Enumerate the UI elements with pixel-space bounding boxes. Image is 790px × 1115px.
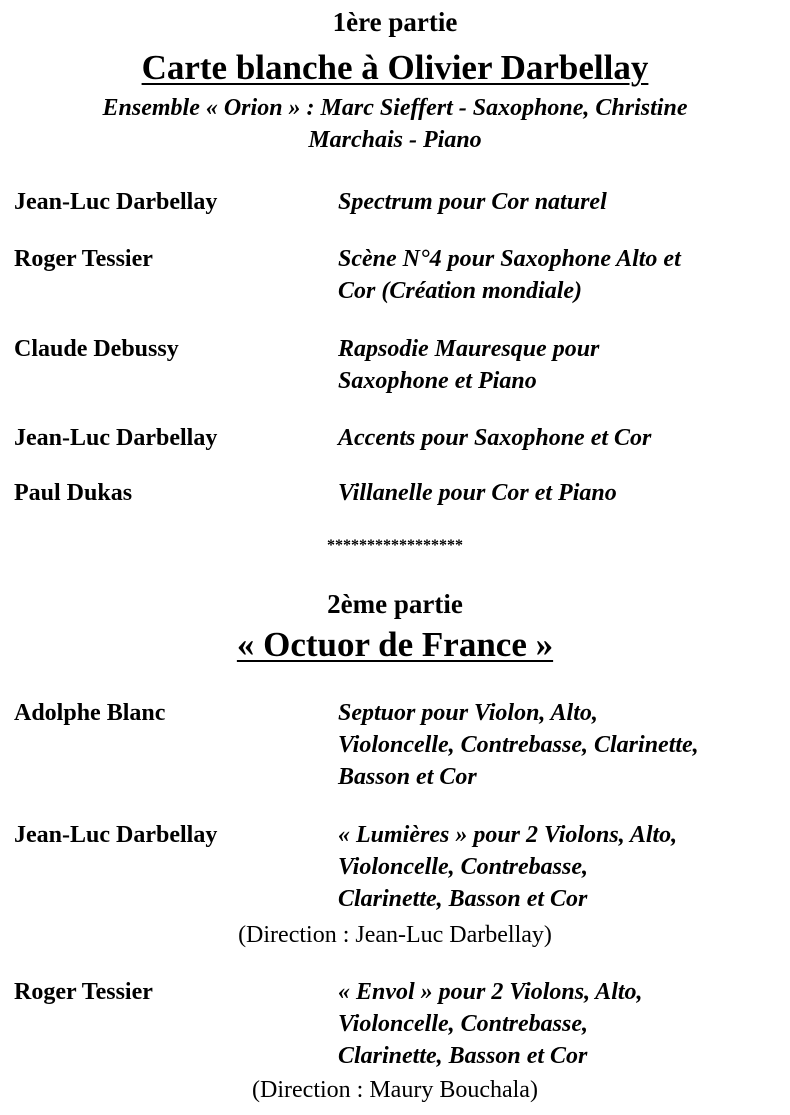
part2-label: 2ème partie (327, 589, 463, 619)
work-title-line: Clarinette, Basson et Cor (338, 886, 588, 912)
work-title-line: Rapsodie Mauresque pour (338, 336, 600, 362)
composer-name: Roger Tessier (14, 979, 153, 1005)
work-title: Accents pour Saxophone et Cor (338, 425, 652, 451)
direction-note: (Direction : Jean-Luc Darbellay) (238, 922, 552, 948)
composer-name: Claude Debussy (14, 336, 179, 362)
work-title (338, 976, 778, 1072)
work-title-line: « Envol » pour 2 Violons, Alto, (338, 979, 643, 1005)
work-title-line: Violoncelle, Contrebasse, (338, 1011, 589, 1037)
part2-title: « Octuor de France » (236, 625, 554, 664)
work-title (338, 243, 778, 307)
composer-name: Adolphe Blanc (14, 700, 166, 726)
part1-ensemble-line2: Marchais - Piano (308, 127, 482, 153)
work-title-line: Violoncelle, Contrebasse, (338, 854, 589, 880)
work-title-line: Basson et Cor (338, 764, 477, 790)
composer-name: Jean-Luc Darbellay (14, 189, 218, 215)
composer-name: Roger Tessier (14, 246, 153, 272)
work-title (338, 333, 778, 397)
section-separator: ***************** (327, 537, 463, 554)
composer-name: Jean-Luc Darbellay (14, 425, 218, 451)
work-title (338, 697, 778, 793)
part1-label: 1ère partie (332, 7, 458, 37)
composer-name: Paul Dukas (14, 480, 133, 506)
work-title-line: Cor (Création mondiale) (338, 278, 583, 304)
work-title-line: Scène N°4 pour Saxophone Alto et (338, 246, 681, 272)
part1-title: Carte blanche à Olivier Darbellay (141, 48, 649, 87)
work-title-line: Septuor pour Violon, Alto, (338, 700, 598, 726)
work-title-line: Saxophone et Piano (338, 368, 537, 394)
composer-name: Jean-Luc Darbellay (14, 822, 218, 848)
work-title: Spectrum pour Cor naturel (338, 189, 607, 215)
part1-ensemble-line1: Ensemble « Orion » : Marc Sieffert - Saxophone, Christine (102, 95, 688, 121)
work-title-line: Clarinette, Basson et Cor (338, 1043, 588, 1069)
direction-note: (Direction : Maury Bouchala) (252, 1077, 538, 1103)
work-title: Villanelle pour Cor et Piano (338, 480, 617, 506)
work-title-line: « Lumières » pour 2 Violons, Alto, (338, 822, 678, 848)
work-title (338, 819, 778, 915)
work-title-line: Violoncelle, Contrebasse, Clarinette, (338, 732, 699, 758)
